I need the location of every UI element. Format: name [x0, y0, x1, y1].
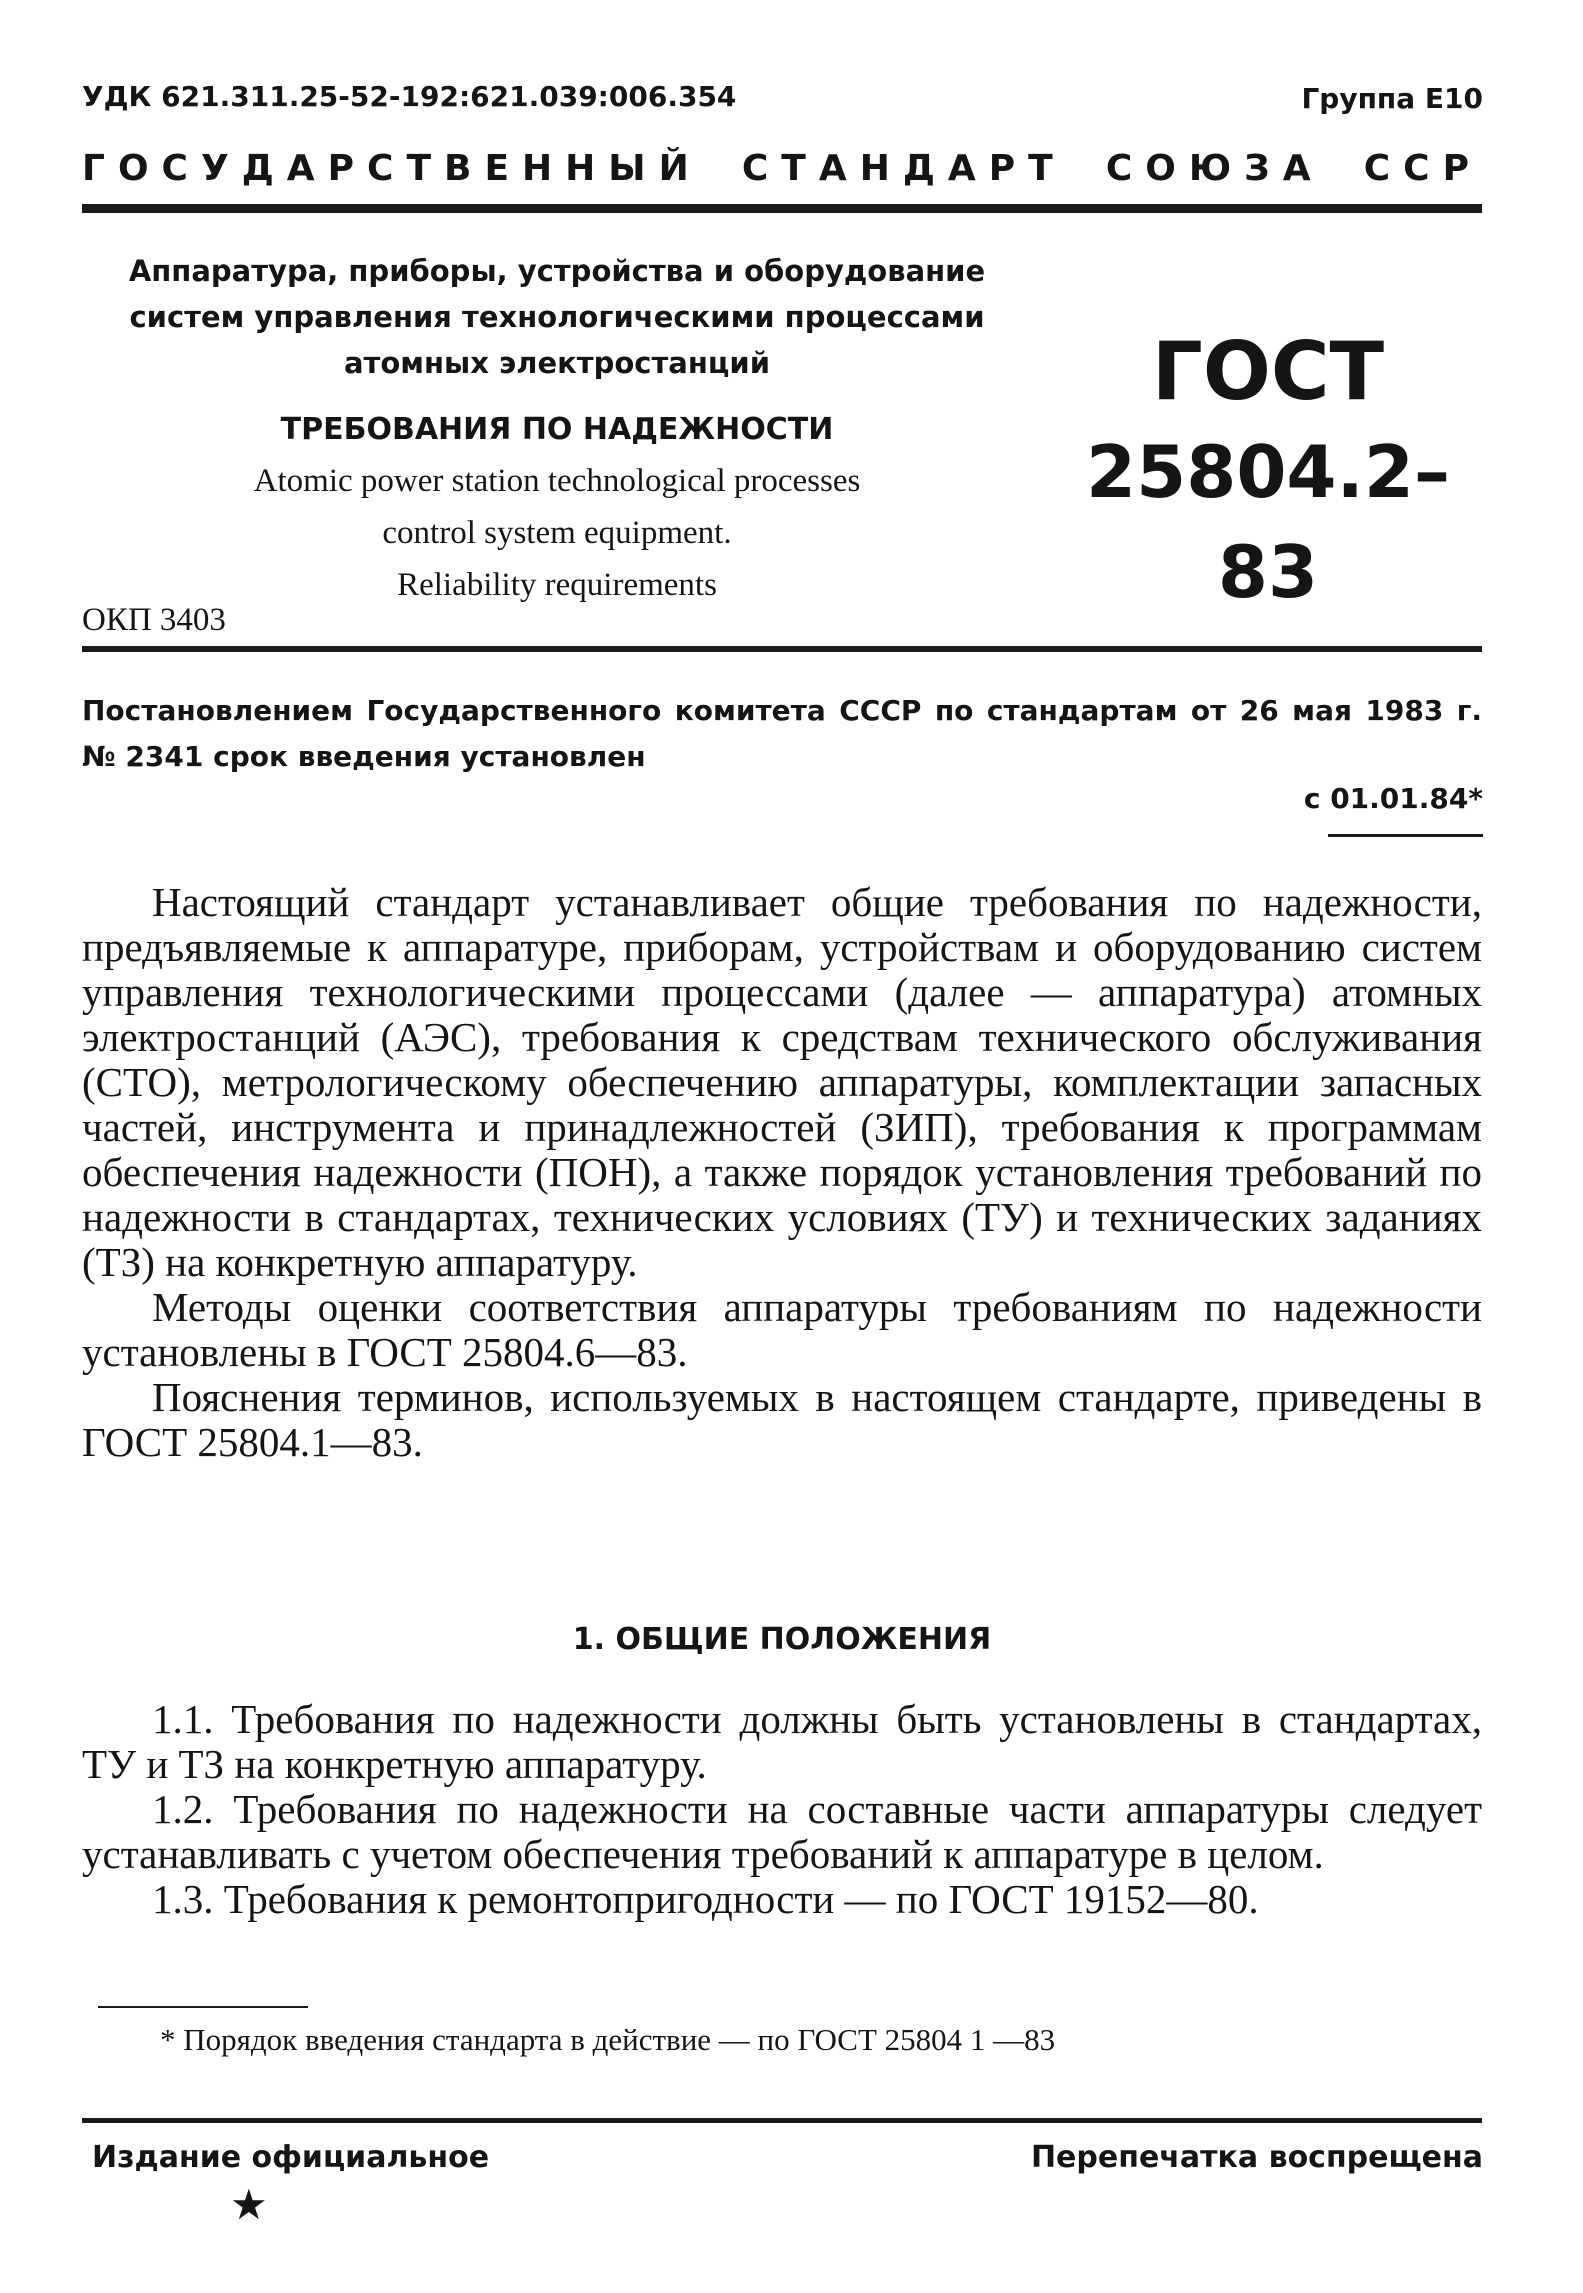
section-title: 1. ОБЩИЕ ПОЛОЖЕНИЯ: [572, 1622, 992, 1657]
title-en-line: Atomic power station technological processes: [253, 463, 861, 499]
banner-word: СТАНДАРТ: [741, 148, 1066, 189]
group-code: Группа Е10: [1301, 82, 1483, 115]
standard-title-block: [82, 248, 1032, 603]
introduction: [82, 880, 1482, 1465]
clause: 1.3. Требования к ремонтопригодности — по ГОСТ 19152—80.: [152, 1876, 1259, 1922]
official-edition-label: Издание официальное: [92, 2140, 490, 2175]
effective-date-underline: [1328, 834, 1483, 837]
okp-code: ОКП 3403: [82, 602, 226, 638]
banner-word: ССР: [1363, 148, 1482, 189]
star-icon: ★: [230, 2180, 268, 2229]
decree-text: Постановлением Государственного комитета СССР по стандартам от 26 мая 1983 г. № 2341 срок введения установлен: [82, 694, 1482, 773]
okp-divider: [82, 646, 1482, 652]
footnote-divider: [98, 2006, 308, 2008]
reprint-prohibited-label: Перепечатка воспрещена: [1030, 2140, 1483, 2175]
body-paragraph: Пояснения терминов, используемых в настоящем стандарте, приведены в ГОСТ 25804.1—83.: [82, 1374, 1482, 1465]
banner-word: СОЮЗА: [1105, 148, 1324, 189]
clause: 1.1. Требования по надежности должны быть установлены в стандартах, ТУ и ТЗ на конкретную аппаратуру.: [82, 1696, 1482, 1787]
body-paragraph: Настоящий стандарт устанавливает общие требования по надежности, предъявляемые к аппаратуре, приборам, устройствам и оборудованию систем управления технологическими процессами (далее — аппаратура) атомных электростанций (АЭС), требования к средствам технического обслуживания (СТО), метрологическому обеспечению аппаратуры, комплектации запасных частей, инструмента и принадлежностей (ЗИП), требования к программам обеспечения надежности (ПОН), а также порядок установления требований по надежности в стандартах, технических условиях (ТУ) и технических заданиях (ТЗ) на конкретную аппаратуру.: [82, 879, 1482, 1285]
footnote: * Порядок введения стандарта в действие — по ГОСТ 25804 1 —83: [160, 2022, 1056, 2057]
footer-divider: [82, 2118, 1482, 2123]
clauses: [82, 1697, 1482, 1922]
state-standard-banner: [82, 148, 1482, 189]
title-ru-line: Аппаратура, приборы, устройства и оборудование: [128, 254, 986, 288]
banner-word: ГОСУДАРСТВЕННЫЙ: [82, 148, 702, 189]
gost-label: ГОСТ: [1151, 325, 1385, 418]
title-requirements: ТРЕБОВАНИЯ ПО НАДЕЖНОСТИ: [280, 412, 834, 447]
effective-date: с 01.01.84*: [1303, 782, 1483, 815]
clause: 1.2. Требования по надежности на составные части аппаратуры следует устанавливать с учетом обеспечения требований к аппаратуре в целом.: [82, 1786, 1482, 1877]
title-ru-line: атомных электростанций: [343, 346, 771, 380]
udk-code: УДК 621.311.25-52-192:621.039:006.354: [82, 80, 737, 113]
title-en-line: Reliability requirements: [397, 567, 717, 603]
header-divider: [82, 204, 1482, 213]
title-en-line: control system equipment.: [382, 515, 732, 551]
title-ru-line: систем управления технологическими процессами: [129, 300, 985, 334]
body-paragraph: Методы оценки соответствия аппаратуры требованиям по надежности установлены в ГОСТ 25804.6—83.: [82, 1284, 1482, 1375]
gost-number: 25804.2–83: [1086, 430, 1450, 614]
gost-designation: [1053, 322, 1483, 622]
